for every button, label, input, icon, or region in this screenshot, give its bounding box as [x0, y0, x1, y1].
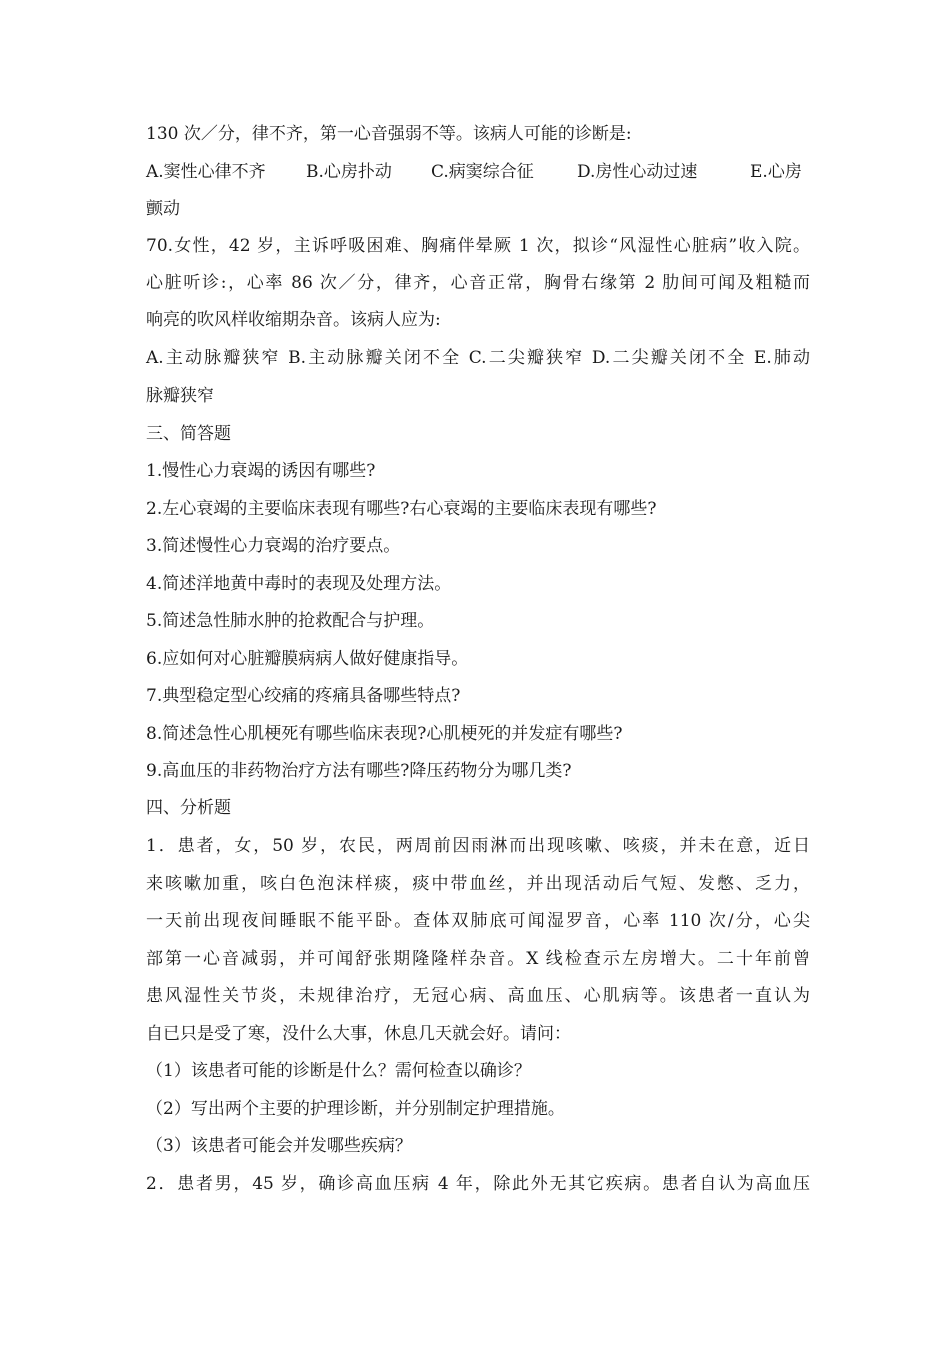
- case1-question: （3）该患者可能会并发哪些疾病？: [146, 1136, 412, 1156]
- q69-option-a: A.窦性心律不齐: [146, 162, 266, 182]
- q69-option-b: B.心房扑动: [306, 162, 392, 182]
- case1-paragraph-line: 自已只是受了寒，没什么大事，休息几天就会好。请问：: [146, 1024, 571, 1044]
- case2-paragraph-line: 2．患者男，45 岁，确诊高血压病 4 年，除此外无其它疾病。患者自认为高血压: [146, 1174, 810, 1194]
- short-answer-item: 5.简述急性肺水肿的抢救配合与护理。: [146, 611, 435, 631]
- q70-stem-line: 70.女性，42 岁，主诉呼吸困难、胸痛伴晕厥 1 次，拟诊“风湿性心脏病”收入院。: [146, 236, 810, 256]
- q69-options-continuation: 颤动: [146, 199, 180, 219]
- q70-options-continuation: 脉瓣狭窄: [146, 386, 214, 406]
- short-answer-item: 4.简述洋地黄中毒时的表现及处理方法。: [146, 574, 452, 594]
- case1-paragraph-line: 1．患者，女，50 岁，农民，两周前因雨淋而出现咳嗽、咳痰，并未在意，近日: [146, 836, 810, 856]
- short-answer-item: 3.简述慢性心力衰竭的治疗要点。: [146, 536, 401, 556]
- case1-question: （2）写出两个主要的护理诊断，并分别制定护理措施。: [146, 1099, 565, 1119]
- short-answer-item: 2.左心衰竭的主要临床表现有哪些?右心衰竭的主要临床表现有哪些?: [146, 499, 657, 519]
- short-answer-item: 9.高血压的非药物治疗方法有哪些?降压药物分为哪几类?: [146, 761, 572, 781]
- section-heading-short-answer: 三、简答题: [146, 424, 231, 444]
- q69-option-c: C.病窦综合征: [431, 162, 534, 182]
- short-answer-item: 6.应如何对心脏瓣膜病病人做好健康指导。: [146, 649, 469, 669]
- q70-stem-line: 心脏听诊:，心率 86 次／分，律齐，心音正常，胸骨右缘第 2 肋间可闻及粗糙而: [146, 273, 810, 293]
- section-heading-analysis: 四、分析题: [146, 798, 231, 818]
- case1-paragraph-line: 一天前出现夜间睡眠不能平卧。查体双肺底可闻湿罗音，心率 110 次/分，心尖: [146, 911, 810, 931]
- case1-paragraph-line: 患风湿性关节炎，未规律治疗，无冠心病、高血压、心肌病等。该患者一直认为: [146, 986, 810, 1006]
- case1-question: （1）该患者可能的诊断是什么？需何检查以确诊？: [146, 1061, 531, 1081]
- short-answer-item: 8.简述急性心肌梗死有哪些临床表现?心肌梗死的并发症有哪些?: [146, 724, 623, 744]
- q70-options: A.主动脉瓣狭窄 B.主动脉瓣关闭不全 C.二尖瓣狭窄 D.二尖瓣关闭不全 E.肺动: [146, 348, 810, 368]
- case1-paragraph-line: 部第一心音减弱，并可闻舒张期隆隆样杂音。X 线检查示左房增大。二十年前曾: [146, 949, 810, 969]
- short-answer-item: 1.慢性心力衰竭的诱因有哪些?: [146, 461, 376, 481]
- case1-paragraph-line: 来咳嗽加重，咳白色泡沫样痰，痰中带血丝，并出现活动后气短、发憋、乏力，: [146, 874, 810, 894]
- q70-stem-line: 响亮的吹风样收缩期杂音。该病人应为:: [146, 310, 441, 330]
- q69-options: [146, 160, 810, 184]
- q69-option-d: D.房性心动过速: [577, 162, 698, 182]
- q69-option-e: E.心房: [750, 162, 802, 182]
- short-answer-item: 7.典型稳定型心绞痛的疼痛具备哪些特点?: [146, 686, 461, 706]
- q69-stem-continuation: 130 次／分，律不齐，第一心音强弱不等。该病人可能的诊断是:: [146, 124, 632, 144]
